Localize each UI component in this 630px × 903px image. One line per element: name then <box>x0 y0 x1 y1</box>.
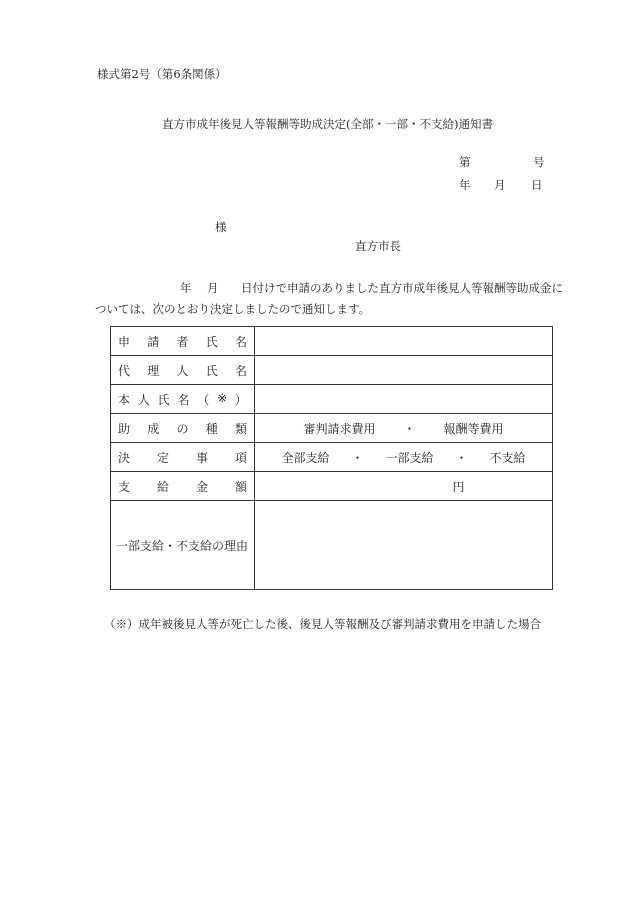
option-no-payment[interactable]: 不支給 <box>489 450 526 465</box>
option-judgment-request-cost[interactable]: 審判請求費用 <box>303 421 376 436</box>
body-line-2: ついては、次のとおり決定しましたので通知します。 <box>95 302 371 316</box>
agent-name-field[interactable] <box>255 356 553 385</box>
body-year: 年 <box>180 281 192 295</box>
decision-table <box>110 326 553 590</box>
amount-unit: 円 <box>452 479 465 494</box>
table-row <box>111 356 553 385</box>
issuer-name: 直方市長 <box>355 239 401 253</box>
option-remuneration-cost[interactable]: 報酬等費用 <box>443 421 504 436</box>
date-year: 年 <box>459 178 471 192</box>
table-row <box>111 501 553 590</box>
table-row <box>111 472 553 501</box>
subsidy-type-options <box>255 414 553 443</box>
applicant-name-label <box>111 327 255 356</box>
reason-label: 一部支給・不支給の理由 <box>111 501 255 590</box>
amount-field[interactable] <box>255 472 553 501</box>
number-go: 号 <box>533 155 545 169</box>
date-month: 月 <box>494 178 506 192</box>
option-full-payment[interactable]: 全部支給 <box>281 450 330 465</box>
table-row <box>111 385 553 414</box>
date-day: 日 <box>531 178 543 192</box>
option-separator: ・ <box>351 450 364 465</box>
number-dai: 第 <box>459 155 471 169</box>
applicant-name-field[interactable] <box>255 327 553 356</box>
decision-label: 決 定 事 項 <box>111 443 255 472</box>
body-month: 月 <box>207 281 219 295</box>
document-title: 直方市成年後見人等報酬等助成決定(全部・一部・不支給)通知書 <box>162 117 493 131</box>
option-separator: ・ <box>403 421 416 436</box>
principal-name-label: 本 人 氏 名 （ ※ ） <box>111 385 255 414</box>
option-partial-payment[interactable]: 一部支給 <box>385 450 434 465</box>
agent-name-label: 代 理 人 氏 名 <box>111 356 255 385</box>
addressee-suffix: 様 <box>215 220 227 234</box>
reason-field[interactable] <box>255 501 553 590</box>
subsidy-type-label: 助 成 の 種 類 <box>111 414 255 443</box>
option-separator: ・ <box>455 450 468 465</box>
form-number-label: 様式第2号（第6条関係） <box>97 67 227 81</box>
table-row <box>111 414 553 443</box>
amount-label: 支 給 金 額 <box>111 472 255 501</box>
table-row <box>111 327 553 356</box>
table-row <box>111 443 553 472</box>
body-line-1: 日付けで申請のありました直方市成年後見人等報酬等助成金に <box>241 281 563 295</box>
principal-name-field[interactable] <box>255 385 553 414</box>
footnote: （※）成年被後見人等が死亡した後、後見人等報酬及び審判請求費用を申請した場合 <box>104 617 541 631</box>
applicant-name-label-text: 申 請 者 氏 名 <box>118 334 247 349</box>
decision-options <box>255 443 553 472</box>
